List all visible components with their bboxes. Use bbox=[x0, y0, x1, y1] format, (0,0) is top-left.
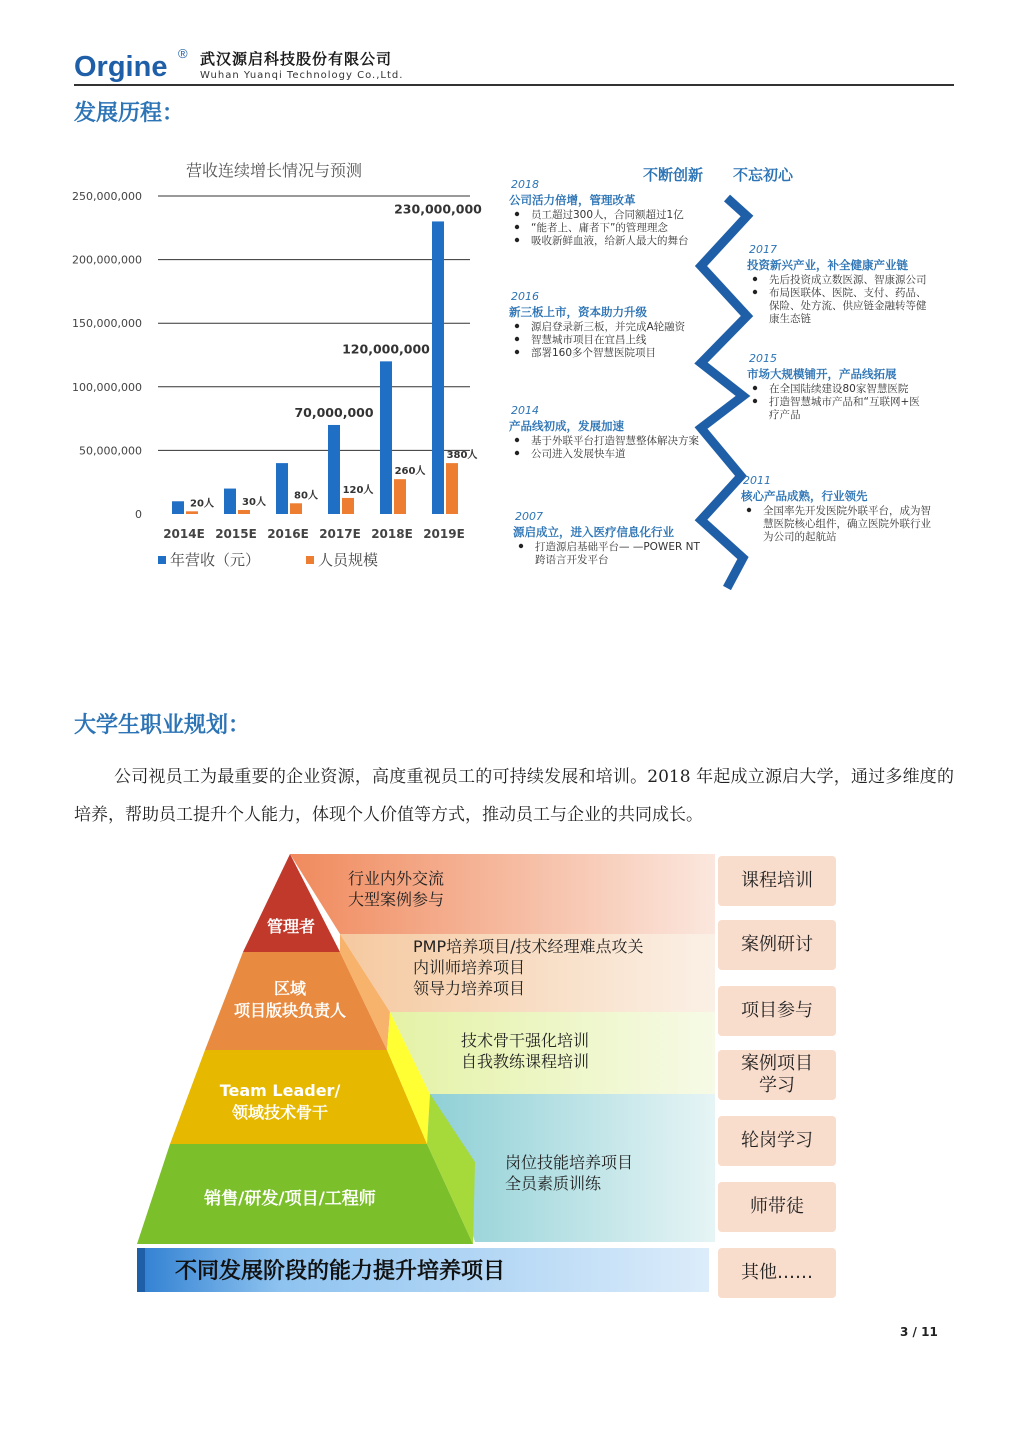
bullet-icon bbox=[515, 451, 519, 455]
timeline-zigzag-path bbox=[701, 198, 747, 588]
y-tick-label: 150,000,000 bbox=[72, 317, 142, 331]
timeline-year: 2011 bbox=[743, 474, 771, 487]
band-2-line-1: PMP培养项目/技术经理难点攻关 bbox=[413, 937, 644, 956]
revenue-data-label: 120,000,000 bbox=[342, 341, 430, 357]
band-4-line-2: 全员素质训练 bbox=[505, 1174, 602, 1193]
bullet-icon bbox=[519, 544, 523, 548]
bullet-icon bbox=[753, 386, 757, 390]
banner-left-cap bbox=[137, 1248, 145, 1292]
bullet-icon bbox=[515, 438, 519, 442]
side-button-project: 项目参与 bbox=[718, 986, 836, 1036]
y-tick-label: 50,000,000 bbox=[79, 444, 142, 458]
timeline-year: 2017 bbox=[749, 243, 777, 256]
side-button-case-study: 案例研讨 bbox=[718, 920, 836, 970]
side-button-other: 其他…… bbox=[718, 1248, 836, 1298]
band-3-line-2: 自我教练课程培训 bbox=[461, 1052, 590, 1071]
timeline-item: 员工超过300人，合同额超过1亿 bbox=[531, 209, 684, 221]
revenue-bar bbox=[328, 425, 340, 514]
side-button-mentoring: 师带徒 bbox=[718, 1182, 836, 1232]
header-divider bbox=[74, 84, 954, 86]
timeline-entry-2011 bbox=[740, 474, 931, 543]
company-name-en: Wuhan Yuanqi Technology Co.,Ltd. bbox=[200, 70, 404, 81]
bullet-icon bbox=[515, 238, 519, 242]
legend-label-revenue: 年营收（元） bbox=[170, 551, 261, 569]
timeline-title: 产品线初成，发展加速 bbox=[509, 419, 624, 433]
band-3-line-1: 技术骨干强化培训 bbox=[461, 1031, 590, 1050]
bullet-icon bbox=[515, 225, 519, 229]
band-text-4 bbox=[505, 1152, 633, 1194]
timeline-item: 全国率先开发医院外联平台，成为智 bbox=[763, 505, 931, 517]
headcount-data-label: 380人 bbox=[446, 450, 478, 462]
revenue-bar bbox=[432, 221, 444, 514]
timeline-item: 智慧城市项目在宜昌上线 bbox=[531, 334, 647, 346]
revenue-data-label: 230,000,000 bbox=[394, 201, 482, 217]
legend-label-headcount: 人员规模 bbox=[318, 551, 379, 569]
headcount-bar bbox=[186, 511, 198, 514]
bullet-icon bbox=[515, 337, 519, 341]
band-2-line-3: 领导力培养项目 bbox=[413, 979, 526, 998]
timeline-year: 2014 bbox=[511, 404, 539, 417]
y-tick-label: 250,000,000 bbox=[72, 190, 142, 203]
revenue-bar bbox=[276, 463, 288, 514]
timeline-item: 保险、处方流、供应链金融转等健 bbox=[769, 300, 927, 312]
timeline-item: 为公司的起航站 bbox=[763, 531, 837, 543]
company-logo bbox=[74, 46, 188, 86]
band-4-line-1: 岗位技能培养项目 bbox=[505, 1153, 634, 1172]
headcount-bar bbox=[394, 479, 406, 514]
headcount-data-label: 80人 bbox=[294, 490, 318, 502]
side-button-course: 课程培训 bbox=[718, 856, 836, 906]
side-button-rotation: 轮岗学习 bbox=[718, 1116, 836, 1166]
bullet-icon bbox=[515, 350, 519, 354]
bullet-icon bbox=[515, 324, 519, 328]
band-text-2 bbox=[413, 936, 644, 999]
timeline-title: 公司活力倍增，管理改革 bbox=[509, 193, 636, 207]
timeline-item: 公司进入发展快车道 bbox=[531, 448, 626, 460]
level-label-manager: 管理者 bbox=[266, 917, 315, 936]
band-2-line-2: 内训师培养项目 bbox=[413, 958, 526, 977]
section-heading-history: 发展历程： bbox=[74, 101, 185, 126]
level-label-staff: 销售/研发/项目/工程师 bbox=[204, 1189, 376, 1209]
x-tick-label: 2017E bbox=[319, 527, 361, 541]
registered-mark: ® bbox=[178, 46, 188, 61]
timeline-item: 在全国陆续建设80家智慧医院 bbox=[769, 383, 909, 395]
headcount-bar bbox=[238, 510, 250, 514]
timeline-entries bbox=[509, 178, 931, 566]
timeline-item: 慧医院核心组件，确立医院外联行业 bbox=[763, 518, 931, 530]
x-tick-label: 2016E bbox=[267, 527, 309, 541]
timeline-entry-2007 bbox=[513, 510, 700, 566]
timeline-year: 2015 bbox=[749, 352, 777, 365]
development-timeline bbox=[505, 158, 965, 598]
revenue-bar bbox=[172, 501, 184, 514]
timeline-year: 2007 bbox=[515, 510, 543, 523]
revenue-bar bbox=[380, 361, 392, 514]
timeline-year: 2016 bbox=[511, 290, 539, 303]
timeline-title: 新三板上市，资本助力升级 bbox=[509, 305, 647, 319]
timeline-item: 基于外联平台打造智慧整体解决方案 bbox=[531, 435, 699, 447]
timeline-item: 吸收新鲜血液，给新人最大的舞台 bbox=[531, 235, 689, 247]
revenue-data-label: 70,000,000 bbox=[294, 404, 374, 420]
headcount-data-label: 260人 bbox=[394, 466, 426, 478]
section-heading-career: 大学生职业规划： bbox=[74, 713, 251, 738]
y-tick-label: 200,000,000 bbox=[72, 253, 142, 267]
band-1-line-1: 行业内外交流 bbox=[348, 869, 445, 888]
timeline-title: 核心产品成熟，行业领先 bbox=[741, 489, 868, 503]
timeline-title-right: 不忘初心 bbox=[733, 166, 794, 184]
band-text-3 bbox=[461, 1030, 589, 1072]
career-paragraph: 公司视员工为最重要的企业资源，高度重视员工的可持续发展和培训。2018 年起成立源启大学，通过多维度的培养，帮助员工提升个人能力，体现个人价值等方式，推动员工与企业的共同成长。 bbox=[74, 767, 954, 825]
chart-x-ticks bbox=[163, 527, 465, 541]
chart-y-ticks bbox=[72, 190, 142, 521]
band-1-line-2: 大型案例参与 bbox=[348, 890, 445, 909]
timeline-entry-2018 bbox=[509, 178, 689, 247]
company-name-cn: 武汉源启科技股份有限公司 bbox=[200, 50, 393, 68]
x-tick-label: 2018E bbox=[371, 527, 413, 541]
training-pyramid bbox=[135, 852, 845, 1302]
timeline-item: 布局医联体、医院、支付、药品、 bbox=[769, 287, 927, 299]
revenue-chart bbox=[70, 150, 490, 580]
timeline-item: 打造源启基础平台— —POWER NT bbox=[535, 541, 700, 553]
timeline-title: 源启成立，进入医疗信息化行业 bbox=[513, 525, 674, 539]
side-button-case-project: 案例项目 学习 bbox=[718, 1050, 836, 1100]
timeline-item: “能者上、庸者下”的管理理念 bbox=[531, 222, 668, 234]
bullet-icon bbox=[753, 277, 757, 281]
headcount-data-label: 20人 bbox=[190, 498, 214, 510]
timeline-item: 打造智慧城市产品和“互联网+医 bbox=[769, 396, 920, 408]
bullet-icon bbox=[753, 290, 757, 294]
page-number: 3 / 11 bbox=[900, 1325, 938, 1339]
headcount-bar bbox=[290, 503, 302, 514]
timeline-entry-2014 bbox=[509, 404, 699, 460]
headcount-data-label: 30人 bbox=[242, 496, 266, 508]
level-label-regional: 区域 项目版块负责人 bbox=[233, 979, 346, 1020]
legend-swatch-headcount bbox=[306, 556, 314, 564]
logo-text: Orgine bbox=[74, 51, 168, 83]
timeline-item: 康生态链 bbox=[769, 313, 811, 325]
revenue-bar bbox=[224, 489, 236, 514]
chart-legend bbox=[158, 551, 378, 569]
timeline-item: 源启登录新三板，并完成A轮融资 bbox=[531, 321, 686, 333]
timeline-title-left: 不断创新 bbox=[643, 166, 704, 184]
timeline-item: 疗产品 bbox=[769, 409, 801, 421]
timeline-item: 部署160多个智慧医院项目 bbox=[531, 347, 657, 359]
band-text-1 bbox=[348, 868, 444, 910]
timeline-entry-2017 bbox=[747, 243, 927, 325]
x-tick-label: 2019E bbox=[423, 527, 465, 541]
headcount-data-label: 120人 bbox=[342, 484, 374, 496]
bullet-icon bbox=[753, 399, 757, 403]
headcount-bar bbox=[342, 498, 354, 514]
timeline-entry-2015 bbox=[747, 352, 920, 421]
y-tick-label: 0 bbox=[135, 508, 142, 521]
chart-title: 营收连续增长情况与预测 bbox=[185, 161, 363, 180]
level-label-team-leader: Team Leader/ 领域技术骨干 bbox=[219, 1081, 341, 1122]
y-tick-label: 100,000,000 bbox=[72, 380, 142, 394]
banner-text: 不同发展阶段的能力提升培养项目 bbox=[175, 1259, 506, 1284]
timeline-entry-2016 bbox=[509, 290, 686, 359]
timeline-title: 投资新兴产业，补全健康产业链 bbox=[747, 258, 908, 272]
legend-swatch-revenue bbox=[158, 556, 166, 564]
x-tick-label: 2014E bbox=[163, 527, 205, 541]
timeline-year: 2018 bbox=[511, 178, 539, 191]
timeline-title: 市场大规模铺开，产品线拓展 bbox=[747, 367, 897, 381]
bullet-icon bbox=[747, 508, 751, 512]
timeline-item: 跨语言开发平台 bbox=[535, 554, 609, 566]
bullet-icon bbox=[515, 212, 519, 216]
headcount-bar bbox=[446, 463, 458, 514]
x-tick-label: 2015E bbox=[215, 527, 257, 541]
timeline-item: 先后投资成立数医源、智康源公司 bbox=[769, 274, 927, 286]
